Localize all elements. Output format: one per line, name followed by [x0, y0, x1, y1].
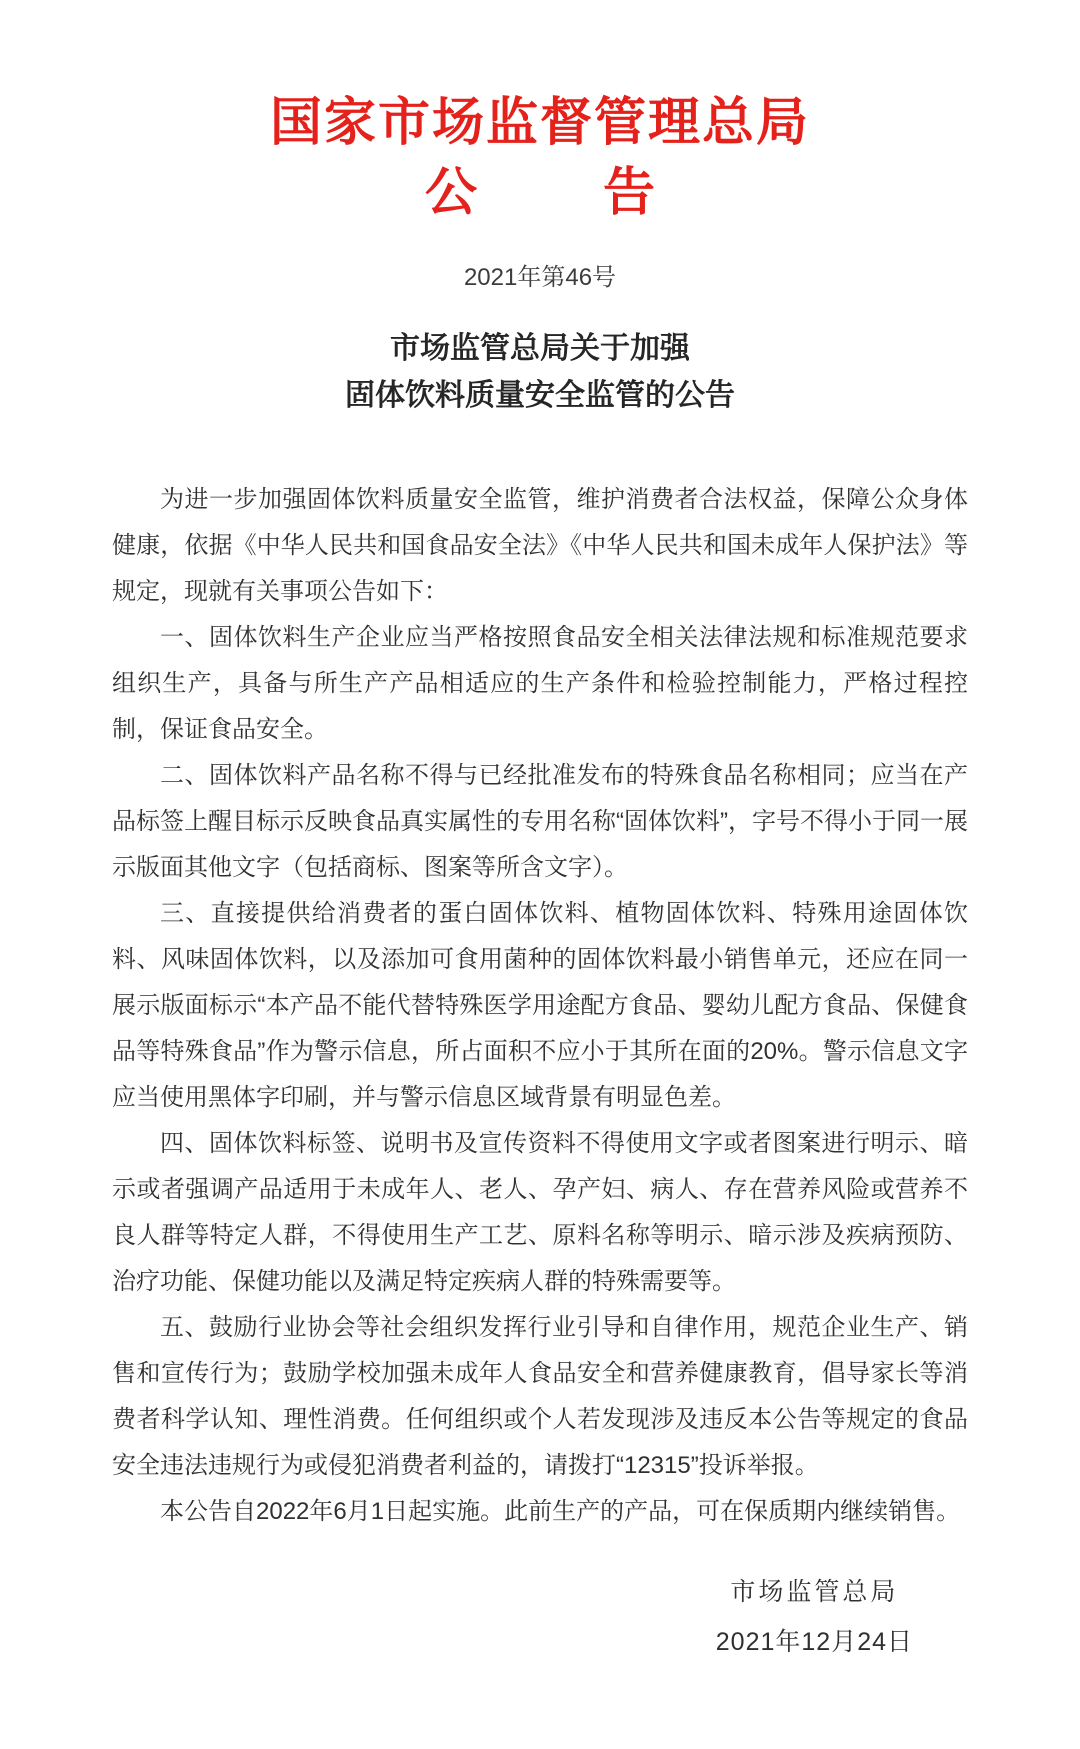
subtitle-line-1: 市场监管总局关于加强: [390, 332, 690, 366]
document-subtitle: [112, 325, 968, 419]
paragraph-item-5: 五、鼓励行业协会等社会组织发挥行业引导和自律作用，规范企业生产、销售和宣传行为；鼓励学校加强未成年人食品安全和营养健康教育，倡导家长等消费者科学认知、理性消费。任何组织或个人若发现涉及违反本公告等规定的食品安全违法违规行为或侵犯消费者利益的，请拨打“12315”投诉举报。: [112, 1314, 968, 1480]
subtitle-line-2: 固体饮料质量安全监管的公告: [345, 379, 735, 413]
document-body: [112, 477, 968, 1535]
document-number: 2021年第46号: [463, 264, 617, 291]
announcement-title-char-gao: 告: [603, 164, 656, 222]
paragraph-intro: 为进一步加强固体饮料质量安全监管，维护消费者合法权益，保障公众身体健康，依据《中华人民共和国食品安全法》《中华人民共和国未成年人保护法》等规定，现就有关事项公告如下：: [112, 486, 968, 606]
paragraph-effective-date: 本公告自2022年6月1日起实施。此前生产的产品，可在保质期内继续销售。: [160, 1498, 961, 1526]
announcement-title-char-gong: 公: [424, 164, 477, 222]
paragraph-item-3: 三、直接提供给消费者的蛋白固体饮料、植物固体饮料、特殊用途固体饮料、风味固体饮料，以及添加可食用菌种的固体饮料最小销售单元，还应在同一展示版面标示“本产品不能代替特殊医学用途配方食品、婴幼儿配方食品、保健食品等特殊食品”作为警示信息，所占面积不应小于其所在面的20%。警示信息文字应当使用黑体字印刷，并与警示信息区域背景有明显色差。: [112, 900, 968, 1112]
paragraph-item-1: 一、固体饮料生产企业应当严格按照食品安全相关法律法规和标准规范要求组织生产，具备与所生产产品相适应的生产条件和检验控制能力，严格过程控制，保证食品安全。: [112, 624, 968, 744]
document-header: [112, 94, 968, 419]
paragraph-item-2: 二、固体饮料产品名称不得与已经批准发布的特殊食品名称相同；应当在产品标签上醒目标示反映食品真实属性的专用名称“固体饮料”，字号不得小于同一展示版面其他文字（包括商标、图案等所含文字）。: [112, 762, 968, 882]
signature-date: 2021年12月24日: [715, 1628, 913, 1657]
agency-title: 国家市场监督管理总局: [269, 94, 810, 152]
announcement-title: [112, 164, 968, 222]
signature-issuer: 市场监管总局: [730, 1578, 899, 1607]
signature-block: [716, 1575, 913, 1659]
paragraph-item-4: 四、固体饮料标签、说明书及宣传资料不得使用文字或者图案进行明示、暗示或者强调产品适用于未成年人、老人、孕产妇、病人、存在营养风险或营养不良人群等特定人群，不得使用生产工艺、原料名称等明示、暗示涉及疾病预防、治疗功能、保健功能以及满足特定疾病人群的特殊需要等。: [112, 1130, 968, 1296]
